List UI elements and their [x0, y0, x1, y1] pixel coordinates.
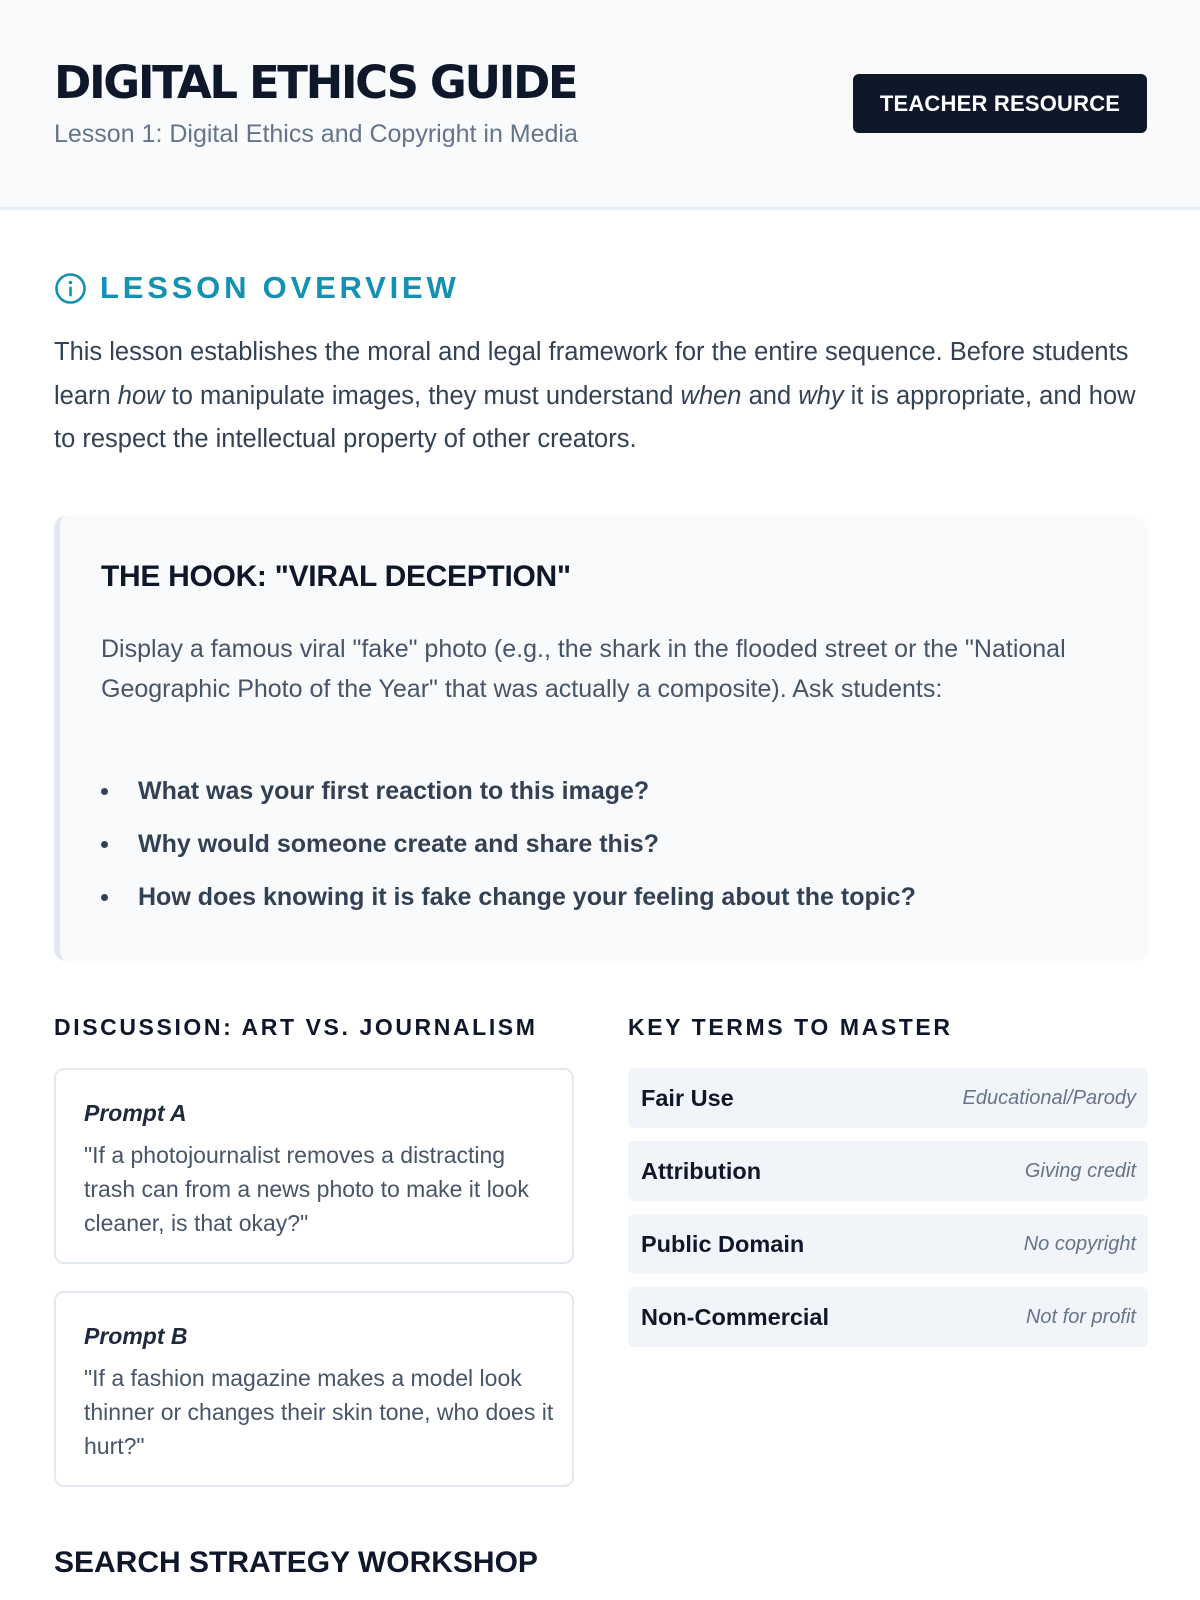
lesson-overview-title: LESSON OVERVIEW	[100, 270, 460, 305]
lesson-overview-text: This lesson establishes the moral and legal framework for the entire sequence. Before students learn how to manipulate images, they must understand when and why it is appropriate, and how to respect the intellectual property of other creators.	[54, 338, 1136, 453]
key-terms-heading: KEY TERMS TO MASTER	[628, 1014, 953, 1040]
hook-text: Display a famous viral "fake" photo (e.g., the shark in the flooded street or the "National Geographic Photo of the Year" that was actually a composite). Ask students:	[101, 635, 1066, 703]
list-item: Why would someone create and share this?	[101, 829, 916, 882]
info-icon	[54, 272, 87, 305]
page-subtitle: Lesson 1: Digital Ethics and Copyright in Media	[54, 120, 578, 148]
bullet-icon	[101, 788, 108, 795]
term-name: Public Domain	[641, 1230, 805, 1257]
term-definition: Not for profit	[1025, 1305, 1136, 1328]
bullet-icon	[101, 894, 108, 901]
term-definition: No copyright	[1023, 1232, 1136, 1255]
lesson-overview-heading	[54, 270, 460, 306]
term-definition: Educational/Parody	[962, 1086, 1136, 1109]
list-item: What was your first reaction to this image?	[101, 776, 916, 829]
page-title: DIGITAL ETHICS GUIDE	[54, 56, 577, 109]
prompt-name: Prompt B	[84, 1323, 188, 1349]
teacher-resource-badge: TEACHER RESOURCE	[853, 74, 1147, 133]
term-row	[628, 1141, 1148, 1201]
discussion-heading: DISCUSSION: ART VS. JOURNALISM	[54, 1014, 538, 1040]
search-strategy-workshop-heading: SEARCH STRATEGY WORKSHOP	[54, 1546, 538, 1579]
term-name: Non-Commercial	[641, 1303, 830, 1330]
term-row	[628, 1068, 1148, 1128]
bullet-icon	[101, 841, 108, 848]
term-definition: Giving credit	[1024, 1159, 1136, 1182]
page-header	[0, 0, 1200, 210]
prompt-name: Prompt A	[84, 1100, 187, 1126]
term-name: Fair Use	[641, 1084, 734, 1111]
hook-card	[54, 516, 1148, 961]
prompt-text: "If a fashion magazine makes a model look thinner or changes their skin tone, who does it hurt?"	[84, 1365, 554, 1459]
hook-question-list	[101, 776, 916, 935]
prompt-text: "If a photojournalist removes a distracting trash can from a news photo to make it look cleaner, is that okay?"	[84, 1142, 529, 1236]
term-name: Attribution	[641, 1157, 762, 1184]
list-item: How does knowing it is fake change your feeling about the topic?	[101, 882, 916, 935]
term-row	[628, 1214, 1148, 1274]
prompt-card-b	[54, 1291, 574, 1487]
term-row	[628, 1287, 1148, 1347]
hook-title: THE HOOK: "VIRAL DECEPTION"	[101, 560, 571, 593]
prompt-card-a	[54, 1068, 574, 1264]
